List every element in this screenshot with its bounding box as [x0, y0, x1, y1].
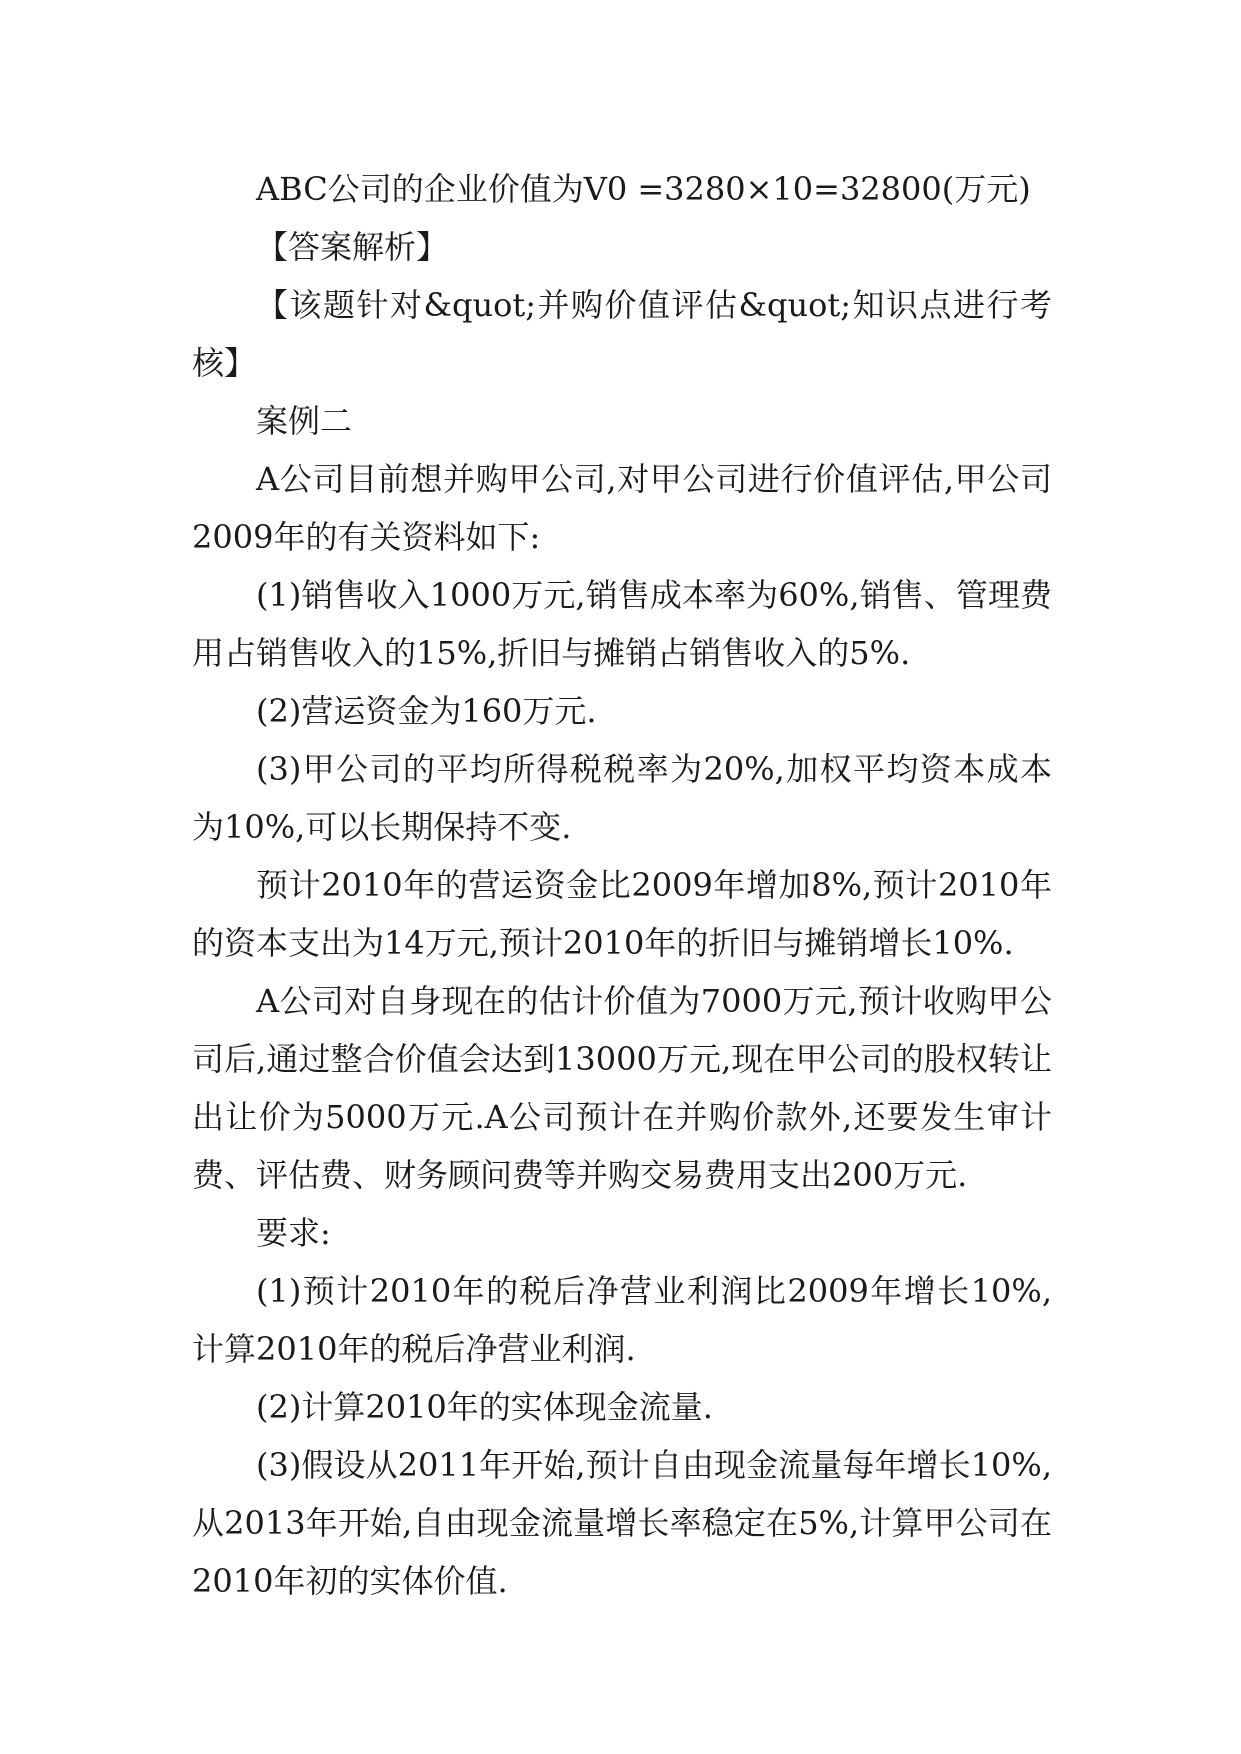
- case-two-heading: 案例二: [256, 402, 353, 440]
- requirement-1: (1)预计2010年的税后净营业利润比2009年增长10%,计算2010年的税后净营业利润.: [192, 1272, 1052, 1368]
- case-intro-paragraph: A公司目前想并购甲公司,对甲公司进行价值评估,甲公司2009年的有关资料如下:: [192, 460, 1052, 556]
- enterprise-value-formula: ABC公司的企业价值为V0 =3280×10=32800(万元): [256, 170, 1031, 208]
- topic-note: 【该题针对&quot;并购价值评估&quot;知识点进行考核】: [192, 286, 1052, 382]
- data-item-3: (3)甲公司的平均所得税税率为20%,加权平均资本成本为10%,可以长期保持不变.: [192, 750, 1052, 846]
- answer-analysis-heading: 【答案解析】: [256, 228, 449, 266]
- valuation-paragraph: A公司对自身现在的估计价值为7000万元,预计收购甲公司后,通过整合价值会达到13000万元,现在甲公司的股权转让出让价为5000万元.A公司预计在并购价款外,还要发生审计费、评估费、财务顾问费等并购交易费用支出200万元.: [192, 982, 1052, 1194]
- data-item-1: (1)销售收入1000万元,销售成本率为60%,销售、管理费用占销售收入的15%,折旧与摊销占销售收入的5%.: [192, 576, 1052, 672]
- requirement-2: (2)计算2010年的实体现金流量.: [256, 1388, 713, 1426]
- forecast-paragraph: 预计2010年的营运资金比2009年增加8%,预计2010年的资本支出为14万元,预计2010年的折旧与摊销增长10%.: [192, 866, 1052, 962]
- document-body: [192, 160, 1052, 1610]
- requirements-heading: 要求:: [256, 1214, 331, 1252]
- requirement-3: (3)假设从2011年开始,预计自由现金流量每年增长10%,从2013年开始,自由现金流量增长率稳定在5%,计算甲公司在2010年初的实体价值.: [192, 1446, 1052, 1600]
- data-item-2: (2)营运资金为160万元.: [256, 692, 597, 730]
